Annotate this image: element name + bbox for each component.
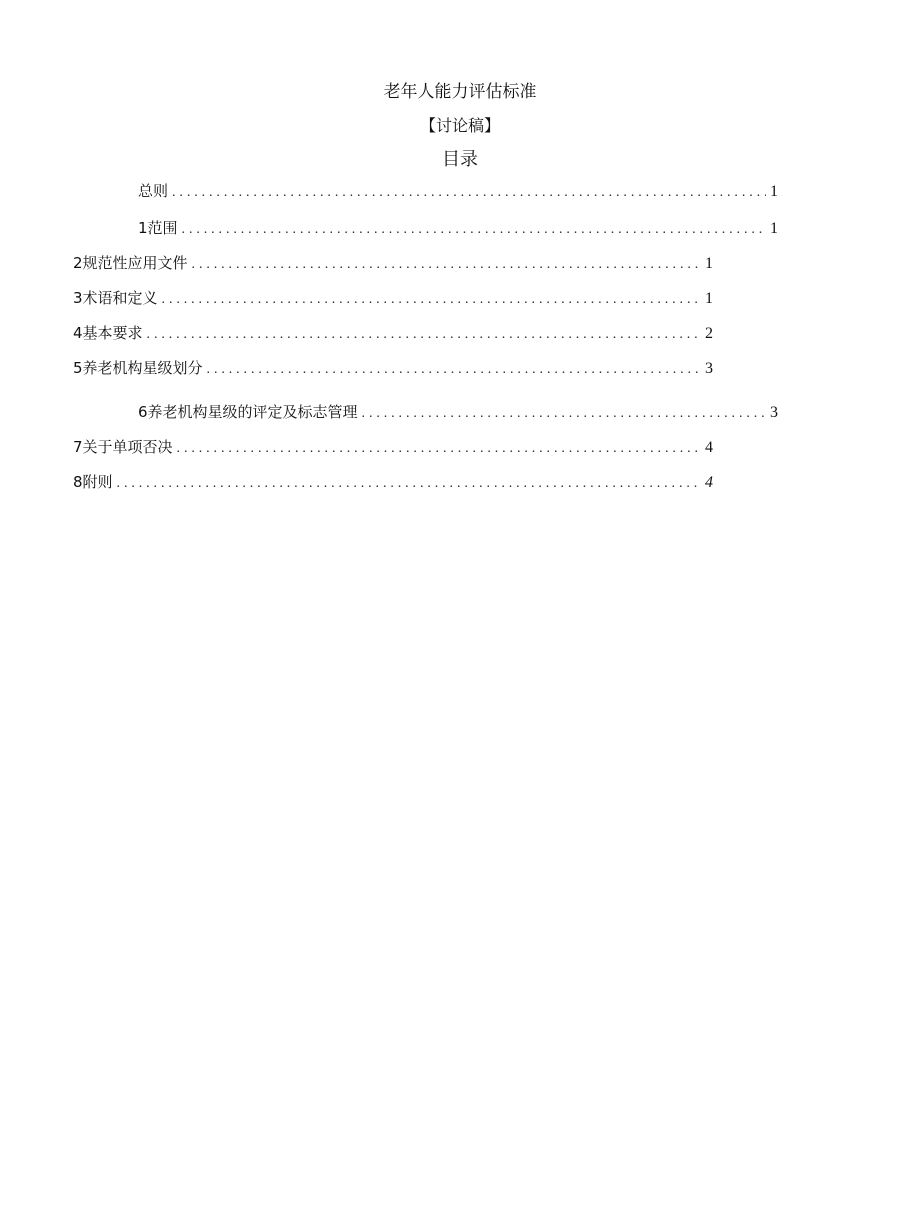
toc-entry-page: 2 (705, 325, 713, 342)
toc-entry-page: 1 (770, 220, 778, 237)
toc-entry-label: 总则 (138, 182, 169, 200)
toc-entry-star-rating-assessment[interactable] (138, 401, 778, 423)
toc-dot-leader (147, 324, 701, 346)
toc-entry-label: 2规范性应用文件 (73, 254, 188, 272)
toc-entry-page: 4 (705, 439, 713, 456)
toc-entry-page: 3 (770, 404, 778, 421)
toc-dot-leader (177, 438, 701, 460)
toc-entry-label: 8附则 (73, 473, 113, 491)
toc-entry-label: 3术语和定义 (73, 289, 158, 307)
toc-entry-label: 4基本要求 (73, 324, 143, 342)
toc-entry-general[interactable] (138, 180, 778, 202)
toc-heading: 目录 (442, 149, 478, 170)
toc-entry-star-rating-classification[interactable] (73, 357, 713, 379)
toc-entry-page: 1 (770, 183, 778, 200)
toc-entry-page: 1 (705, 290, 713, 307)
toc-entry-page: 1 (705, 255, 713, 272)
toc-entry-normative-references[interactable] (73, 252, 713, 274)
toc-dot-leader (207, 359, 701, 381)
document-title: 老年人能力评估标准 (383, 82, 537, 102)
toc-dot-leader (162, 289, 701, 311)
toc-entry-supplementary-provisions[interactable] (73, 471, 713, 493)
document-subtitle: 【讨论稿】 (419, 116, 500, 135)
toc-entry-label: 5养老机构星级划分 (73, 359, 203, 377)
toc-dot-leader (172, 182, 766, 204)
toc-entry-label: 6养老机构星级的评定及标志管理 (138, 403, 358, 421)
toc-dot-leader (182, 219, 766, 241)
toc-dot-leader (362, 403, 766, 425)
toc-entry-label: 7关于单项否决 (73, 438, 173, 456)
toc-entry-page: 3 (705, 360, 713, 377)
toc-entry-page: 4 (705, 474, 713, 491)
toc-entry-single-veto[interactable] (73, 436, 713, 458)
toc-entry-basic-requirements[interactable] (73, 322, 713, 344)
toc-entry-terms-definitions[interactable] (73, 287, 713, 309)
toc-entry-label: 1范围 (138, 219, 178, 237)
toc-dot-leader (117, 473, 701, 495)
toc-dot-leader (192, 254, 701, 276)
toc-entry-scope[interactable] (138, 217, 778, 239)
